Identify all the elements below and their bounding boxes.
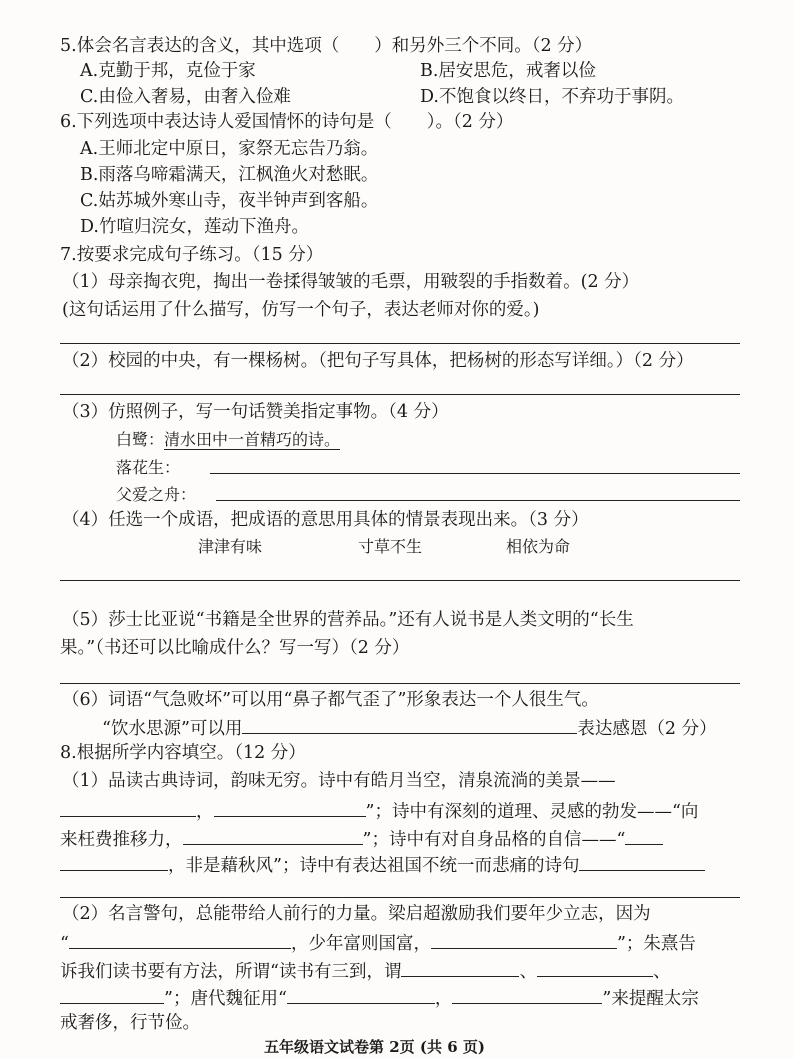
text-segment: 、	[652, 962, 671, 982]
answer-line[interactable]	[210, 473, 740, 474]
answer-line[interactable]	[216, 500, 740, 501]
answer-line[interactable]	[60, 394, 740, 395]
q7-s5-line1: （5）莎士比亚说“书籍是全世界的营养品。”还有人说书是人类文明的“长生	[62, 610, 634, 630]
text-segment: 来枉费推移力，	[60, 830, 183, 850]
text-segment: ，非是藉秋风”；诗中有表达祖国不统一而悲痛的诗句	[168, 856, 580, 876]
blank-field[interactable]	[69, 930, 291, 949]
answer-line[interactable]	[60, 683, 740, 684]
q7-s1-line1: （1）母亲掏衣兜，掏出一卷揉得皱皱的毛票，用皲裂的手指数着。(2 分）	[62, 272, 640, 292]
q8-p2-line4	[60, 985, 699, 1011]
q7-s3-example	[116, 428, 340, 452]
text-segment: ”；朱熹告	[616, 934, 696, 954]
text-segment: ”；唐代魏征用“	[164, 989, 287, 1009]
blank-field[interactable]	[431, 930, 617, 949]
q7-s6-line2	[102, 715, 717, 741]
q6-option-c: C.姑苏城外寒山寺，夜半钟声到客船。	[80, 191, 379, 211]
blank-field[interactable]	[579, 852, 705, 871]
example-label: 白鹭：	[116, 430, 165, 449]
blank-field[interactable]	[537, 958, 653, 977]
q5-option-b: B.居安思危，戒奢以俭	[420, 61, 596, 81]
q8-p2-line3	[60, 958, 670, 984]
q5-option-a: A.克勤于邦，克俭于家	[80, 61, 256, 81]
text-segment: 、	[519, 962, 537, 982]
q7-s3-item1: 落花生：	[116, 458, 181, 477]
blank-field[interactable]	[183, 826, 363, 845]
q8-p2-line5: 戒奢侈，行节俭。	[60, 1013, 200, 1033]
blank-field[interactable]	[625, 826, 663, 845]
blank-field[interactable]	[242, 715, 577, 734]
blank-field[interactable]	[60, 852, 168, 871]
example-text: 清水田中一首精巧的诗。	[164, 430, 341, 449]
q5-option-d: D.不饱食以终日，不弃功于事阴。	[420, 87, 684, 107]
q8-p1-line3	[60, 826, 663, 852]
q7-s4-stem: （4）任选一个成语，把成语的意思用具体的情景表现出来。（3 分）	[62, 510, 589, 530]
q8-p1-line1: （1）品读古典诗词，韵味无穷。诗中有皓月当空，清泉流淌的美景——	[62, 771, 616, 791]
blank-field[interactable]	[401, 958, 519, 977]
q6-stem: 6.下列选项中表达诗人爱国情怀的诗句是（ ）。（2 分）	[60, 112, 514, 132]
q8-p2-line2	[60, 930, 696, 956]
answer-line[interactable]	[60, 580, 740, 581]
text-segment: ”来提醒太宗	[602, 989, 699, 1009]
q7-s4-idiom1: 津津有味	[198, 537, 263, 556]
q7-s2: （2）校园的中央，有一棵杨树。（把句子写具体，把杨树的形态写详细。）（2 分）	[62, 351, 694, 371]
q7-s5-line2: 果。”（书还可以比喻成什么？写一写）（2 分）	[60, 638, 410, 658]
q5-stem: 5.体会名言表达的含义，其中选项（ ）和另外三个不同。（2 分）	[60, 36, 593, 56]
answer-line[interactable]	[60, 343, 740, 344]
q6-option-d: D.竹喧归浣女，莲动下渔舟。	[80, 217, 309, 237]
q7-s3-item2: 父爱之舟：	[116, 485, 197, 504]
q8-stem: 8.根据所学内容填空。（12 分）	[60, 743, 306, 763]
q7-s3-stem: （3）仿照例子，写一句话赞美指定事物。（4 分）	[62, 402, 449, 422]
text-segment: ”；诗中有对自身品格的自信——“	[362, 830, 626, 850]
blank-field[interactable]	[287, 985, 435, 1004]
q8-p1-line2	[60, 798, 698, 824]
text-segment: ，	[434, 989, 453, 1009]
q7-s1-line2: (这句话运用了什么描写，仿写一个句子，表达老师对你的爱。)	[62, 300, 540, 320]
q8-p2-line1: （2）名言警句，总能带给人前行的力量。梁启超激励我们要年少立志，因为	[62, 904, 651, 924]
q5-option-c: C.由俭入奢易，由奢入俭难	[80, 87, 291, 107]
q6-option-a: A.王师北定中原日，家祭无忘告乃翁。	[80, 139, 379, 159]
q7-s4-idiom3: 相依为命	[506, 537, 571, 556]
q6-option-b: B.雨落乌啼霜满天，江枫渔火对愁眠。	[80, 165, 379, 185]
text-segment: 诉我们读书要有方法，所谓“读书有三到，谓	[60, 962, 402, 982]
answer-line[interactable]	[60, 897, 740, 898]
text-segment: “	[60, 934, 69, 954]
q7-stem: 7.按要求完成句子练习。（15 分）	[60, 245, 324, 265]
q8-p1-line4	[60, 852, 705, 878]
text-segment: ，	[196, 802, 214, 822]
blank-field[interactable]	[60, 985, 164, 1004]
q7-s4-idiom2: 寸草不生	[358, 537, 423, 556]
q7-s6-line1: （6）词语“气急败坏”可以用“鼻子都气歪了”形象表达一个人很生气。	[62, 690, 599, 710]
page-footer: 五年级语文试卷第 2页 (共 6 页)	[264, 1038, 485, 1056]
blank-field[interactable]	[214, 798, 366, 817]
text-segment: ”；诗中有深刻的道理、灵感的勃发——“向	[365, 802, 699, 822]
text-segment: ，少年富则国富，	[290, 934, 431, 954]
s6-text-b: 表达感恩（2 分）	[577, 719, 717, 739]
blank-field[interactable]	[452, 985, 602, 1004]
blank-field[interactable]	[60, 798, 196, 817]
s6-text-a: “饮水思源”可以用	[102, 719, 243, 739]
